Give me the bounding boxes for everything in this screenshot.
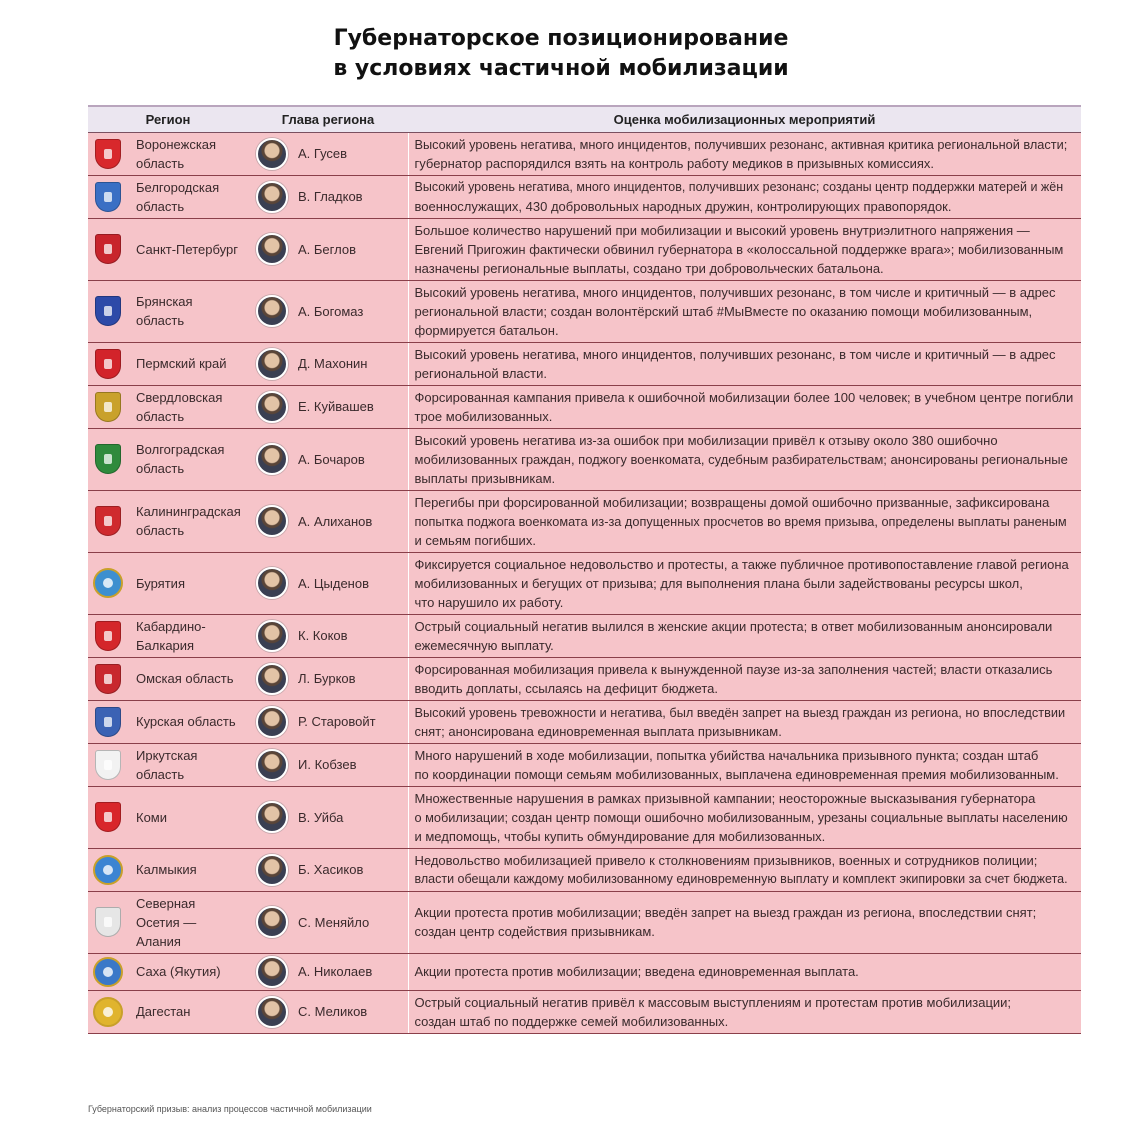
evaluation-line: назначены региональные выплаты, создано три добровольческих батальона. <box>414 260 884 276</box>
evaluation-line: создан центр содействия призывникам. <box>414 924 655 939</box>
head-name: Е. Куйвашев <box>298 399 374 414</box>
evaluation-line: Акции протеста против мобилизации; введён запрет на выезд граждан из региона, впоследствии снят; <box>414 905 1037 920</box>
page-title <box>0 24 1122 84</box>
evaluation-line: о мобилизации; создан центр помощи ошибочно мобилизованным, урезаны социальные выплаты населению <box>414 809 1068 825</box>
region-cell <box>88 614 248 657</box>
evaluation-cell <box>408 657 1081 700</box>
region-name-line: Коми <box>136 809 168 825</box>
region-cell <box>88 786 248 848</box>
evaluation-line: создан штаб по поддержке семей мобилизованных. <box>414 1013 729 1029</box>
table-row <box>88 385 1081 428</box>
head-name: А. Беглов <box>298 241 356 257</box>
region-name <box>136 354 244 373</box>
head-cell <box>248 891 408 953</box>
avatar <box>256 663 288 695</box>
coat-of-arms-icon <box>92 620 124 652</box>
evaluation-line: военнослужащих, 430 добровольных народных дружин, контролирующих правопорядок. <box>414 198 952 214</box>
coat-of-arms-icon <box>92 505 124 537</box>
avatar <box>256 801 288 833</box>
evaluation-line: региональной власти; создан волонтёрский штаб #МыВместе по оказанию помощи мобилизованным, <box>414 303 1033 319</box>
head-cell <box>248 848 408 891</box>
evaluation-line: Евгений Пригожин фактически обвинил губернатора в «колоссальной поддержке врага»; мобилизованным <box>414 241 1064 257</box>
coat-of-arms-icon <box>92 233 124 265</box>
evaluation-line: попытка поджога военкомата из-за допущенных просчетов во время призыва, определены выплаты раненым <box>414 513 1067 529</box>
head-cell <box>248 280 408 342</box>
header-head: Глава региона <box>248 106 408 132</box>
source-footnote: Губернаторский призыв: анализ процессов частичной мобилизации <box>88 1104 372 1114</box>
head-cell <box>248 342 408 385</box>
evaluation-cell <box>408 700 1081 743</box>
region-cell <box>88 891 248 953</box>
evaluation-cell <box>408 614 1081 657</box>
evaluation-line: трое мобилизованных. <box>414 408 553 424</box>
region-cell <box>88 342 248 385</box>
avatar <box>256 956 288 988</box>
region-name <box>136 502 244 540</box>
head-name: Р. Старовойт <box>298 714 376 729</box>
coat-of-arms-icon <box>92 996 124 1028</box>
evaluation-line: Острый социальный негатив привёл к массовым выступлениям и протестам против мобилизации; <box>414 994 1012 1010</box>
region-name <box>136 292 244 330</box>
region-name-line: Омская область <box>136 671 234 686</box>
head-cell <box>248 552 408 614</box>
coat-of-arms-icon <box>92 443 124 475</box>
region-name-line: Балкария <box>136 637 195 653</box>
table-row <box>88 657 1081 700</box>
region-name <box>136 617 244 655</box>
evaluation-line: выплаты призывникам. <box>414 470 556 486</box>
avatar <box>256 391 288 423</box>
evaluation-line: снят; анонсирована единовременная выплата призывникам. <box>414 723 782 739</box>
evaluation-cell <box>408 891 1081 953</box>
head-cell <box>248 614 408 657</box>
region-cell <box>88 490 248 552</box>
region-cell <box>88 428 248 490</box>
coat-of-arms-icon <box>92 181 124 213</box>
avatar <box>256 138 288 170</box>
avatar <box>256 996 288 1028</box>
region-name-line: Осетия — Алания <box>136 914 197 949</box>
region-name-line: Брянская область <box>136 294 193 328</box>
coat-of-arms-icon <box>92 663 124 695</box>
region-name <box>136 808 244 827</box>
header-evaluation: Оценка мобилизационных мероприятий <box>408 106 1081 132</box>
region-name <box>136 860 244 879</box>
head-name: С. Меликов <box>298 1004 368 1019</box>
coat-of-arms-icon <box>92 801 124 833</box>
head-name: А. Бочаров <box>298 451 365 467</box>
region-name <box>136 1002 244 1021</box>
avatar <box>256 181 288 213</box>
region-name-line: область <box>136 155 185 171</box>
evaluation-line: губернатор распорядился взять на контроль работу медиков в призывных комиссиях. <box>414 155 934 171</box>
region-name <box>136 440 244 478</box>
coat-of-arms-icon <box>92 295 124 327</box>
table-row <box>88 990 1081 1033</box>
coat-of-arms-icon <box>92 391 124 423</box>
table-row <box>88 552 1081 614</box>
evaluation-cell <box>408 132 1081 175</box>
region-name-line: Калмыкия <box>136 862 197 877</box>
head-name: В. Уйба <box>298 809 344 825</box>
region-name <box>136 669 244 688</box>
head-name: К. Коков <box>298 628 348 643</box>
head-name: А. Николаев <box>298 964 373 979</box>
head-cell <box>248 700 408 743</box>
region-name <box>136 894 244 951</box>
head-cell <box>248 990 408 1033</box>
evaluation-cell <box>408 280 1081 342</box>
header-region: Регион <box>88 106 248 132</box>
title-line-2: в условиях частичной мобилизации <box>333 56 789 81</box>
evaluation-cell <box>408 990 1081 1033</box>
region-cell <box>88 657 248 700</box>
evaluation-line: Перегибы при форсированной мобилизации; возвращены домой ошибочно призванные, зафиксирована <box>414 494 1050 510</box>
region-name-line: Воронежская <box>136 136 217 152</box>
head-name: И. Кобзев <box>298 757 357 772</box>
region-name <box>136 962 244 981</box>
evaluation-cell <box>408 218 1081 280</box>
region-name <box>136 746 244 784</box>
table-row <box>88 891 1081 953</box>
evaluation-line: Высокий уровень негатива, много инцидентов, получивших резонанс, в том числе и критичный — в адрес <box>414 346 1056 362</box>
head-name: С. Меняйло <box>298 914 370 930</box>
coat-of-arms-icon <box>92 854 124 886</box>
coat-of-arms-icon <box>92 567 124 599</box>
head-cell <box>248 218 408 280</box>
region-name <box>136 574 244 593</box>
evaluation-line: и семьям погибших. <box>414 532 536 548</box>
evaluation-line: Фиксируется социальное недовольство и протесты, а также публичное противопоставление главой региона <box>414 556 1069 572</box>
head-name: Л. Бурков <box>298 671 356 686</box>
region-name-line: область <box>136 766 185 782</box>
region-name <box>136 178 244 216</box>
evaluation-line: Много нарушений в ходе мобилизации, попытка убийства начальника призывного пункта; создан штаб <box>414 747 1039 763</box>
region-name-line: область <box>136 198 185 214</box>
region-name <box>136 135 244 173</box>
avatar <box>256 443 288 475</box>
region-name-line: Северная <box>136 895 196 911</box>
evaluation-line: мобилизованных граждан, поджогу военкомата, судебным разбирательствам; анонсированы региональные <box>414 451 1068 467</box>
evaluation-line: Высокий уровень негатива, много инцидентов, получивших резонанс; созданы центр поддержки матерей и жён <box>414 179 1064 194</box>
head-cell <box>248 786 408 848</box>
evaluation-line: Высокий уровень тревожности и негатива, был введён запрет на выезд граждан из региона, но впоследствии <box>414 704 1066 720</box>
head-name: В. Гладков <box>298 189 363 204</box>
avatar <box>256 854 288 886</box>
evaluation-line: региональной власти. <box>414 365 547 381</box>
evaluation-cell <box>408 490 1081 552</box>
region-cell <box>88 552 248 614</box>
evaluation-line: Акции протеста против мобилизации; введена единовременная выплата. <box>414 964 859 979</box>
region-name-line: Калининградская <box>136 504 241 519</box>
coat-of-arms-icon <box>92 749 124 781</box>
avatar <box>256 906 288 938</box>
head-name: А. Алиханов <box>298 513 373 529</box>
region-name-line: Саха (Якутия) <box>136 964 221 979</box>
coat-of-arms-icon <box>92 138 124 170</box>
evaluation-line: ежемесячную выплату. <box>414 637 554 653</box>
evaluation-cell <box>408 428 1081 490</box>
table-row <box>88 953 1081 990</box>
region-cell <box>88 175 248 218</box>
coat-of-arms-icon <box>92 956 124 988</box>
head-name: Д. Махонин <box>298 356 368 371</box>
avatar <box>256 620 288 652</box>
region-name-line: Бурятия <box>136 575 185 591</box>
region-name <box>136 240 244 259</box>
table-row <box>88 175 1081 218</box>
avatar <box>256 749 288 781</box>
evaluation-line: по координации помощи семьям мобилизованных, выплачена единовременная премия мобилизованным. <box>414 766 1059 782</box>
evaluation-line: Форсированная мобилизация привела к вынужденной паузе из-за заполнения частей; власти отказались <box>414 661 1053 677</box>
evaluation-cell <box>408 848 1081 891</box>
region-name-line: Кабардино- <box>136 618 206 634</box>
head-cell <box>248 953 408 990</box>
region-name <box>136 388 244 426</box>
evaluation-line: и медпомощь, чтобы купить обмундирование для мобилизованных. <box>414 828 826 844</box>
evaluation-line: Большое количество нарушений при мобилизации и высокий уровень внутриэлитного напряжения — <box>414 222 1030 238</box>
evaluation-cell <box>408 743 1081 786</box>
avatar <box>256 233 288 265</box>
head-name: Б. Хасиков <box>298 862 364 877</box>
region-name <box>136 712 244 731</box>
region-cell <box>88 743 248 786</box>
evaluation-line: что нарушило их работу. <box>414 594 564 610</box>
table-header-row <box>88 106 1081 132</box>
region-name-line: Санкт-Петербург <box>136 241 238 257</box>
table-row <box>88 700 1081 743</box>
evaluation-cell <box>408 552 1081 614</box>
table-row <box>88 218 1081 280</box>
avatar <box>256 567 288 599</box>
coat-of-arms-icon <box>92 348 124 380</box>
region-cell <box>88 385 248 428</box>
table-row <box>88 786 1081 848</box>
table-row <box>88 428 1081 490</box>
region-name-line: Дагестан <box>136 1004 191 1019</box>
region-name-line: Свердловская <box>136 389 223 405</box>
region-cell <box>88 848 248 891</box>
region-cell <box>88 953 248 990</box>
region-name-line: Курская область <box>136 714 236 729</box>
avatar <box>256 706 288 738</box>
table-row <box>88 342 1081 385</box>
evaluation-line: Высокий уровень негатива, много инцидентов, получивших резонанс, активная критика региональной власти; <box>414 136 1068 152</box>
evaluation-line: мобилизованных и бегущих от призыва; для выполнения плана были задействованы ресурсы школ, <box>414 575 1023 591</box>
table-row <box>88 614 1081 657</box>
region-name-line: Пермский край <box>136 356 227 371</box>
coat-of-arms-icon <box>92 906 124 938</box>
head-name: А. Гусев <box>298 146 348 161</box>
coat-of-arms-icon <box>92 706 124 738</box>
region-cell <box>88 700 248 743</box>
evaluation-line: вводить доплаты, ссылаясь на дефицит бюджета. <box>414 680 718 696</box>
avatar <box>256 348 288 380</box>
evaluation-line: Множественные нарушения в рамках призывной кампании; неосторожные высказывания губернатора <box>414 790 1036 806</box>
table-row <box>88 280 1081 342</box>
avatar <box>256 295 288 327</box>
region-name-line: область <box>136 408 185 424</box>
avatar <box>256 505 288 537</box>
region-name-line: Иркутская <box>136 747 198 763</box>
evaluation-line: власти обещали каждому мобилизованному единовременную выплату и комплект экипировки за счет бюджета. <box>414 871 1068 886</box>
head-name: А. Богомаз <box>298 303 364 319</box>
title-line-1: Губернаторское позиционирование <box>333 26 789 51</box>
head-cell <box>248 490 408 552</box>
evaluation-cell <box>408 342 1081 385</box>
evaluation-line: Высокий уровень негатива из-за ошибок при мобилизации привёл к отзыву около 380 ошибочно <box>414 432 998 448</box>
evaluation-cell <box>408 786 1081 848</box>
region-cell <box>88 218 248 280</box>
head-cell <box>248 428 408 490</box>
table-row <box>88 743 1081 786</box>
table-body <box>88 132 1081 1033</box>
region-cell <box>88 280 248 342</box>
region-name-line: Волгоградская <box>136 442 225 457</box>
head-cell <box>248 657 408 700</box>
region-name-line: область <box>136 523 185 538</box>
table-row <box>88 132 1081 175</box>
evaluation-line: Высокий уровень негатива, много инцидентов, получивших резонанс, в том числе и критичный — в адрес <box>414 284 1056 300</box>
evaluation-line: Острый социальный негатив вылился в женские акции протеста; в ответ мобилизованным анонсировали <box>414 618 1053 634</box>
head-cell <box>248 132 408 175</box>
region-name-line: Белгородская <box>136 179 220 195</box>
evaluation-cell <box>408 175 1081 218</box>
table-row <box>88 848 1081 891</box>
evaluation-cell <box>408 953 1081 990</box>
table-row <box>88 490 1081 552</box>
region-cell <box>88 990 248 1033</box>
governors-table <box>88 105 1081 1034</box>
head-cell <box>248 175 408 218</box>
region-cell <box>88 132 248 175</box>
head-cell <box>248 385 408 428</box>
evaluation-line: Форсированная кампания привела к ошибочной мобилизации более 100 человек; в учебном центре погибли <box>414 389 1074 405</box>
evaluation-cell <box>408 385 1081 428</box>
evaluation-line: Недовольство мобилизацией привело к столкновениям призывников, военных и сотрудников полиции; <box>414 852 1038 868</box>
head-name: А. Цыденов <box>298 575 369 591</box>
region-name-line: область <box>136 461 185 476</box>
evaluation-line: формируется батальон. <box>414 322 559 338</box>
head-cell <box>248 743 408 786</box>
